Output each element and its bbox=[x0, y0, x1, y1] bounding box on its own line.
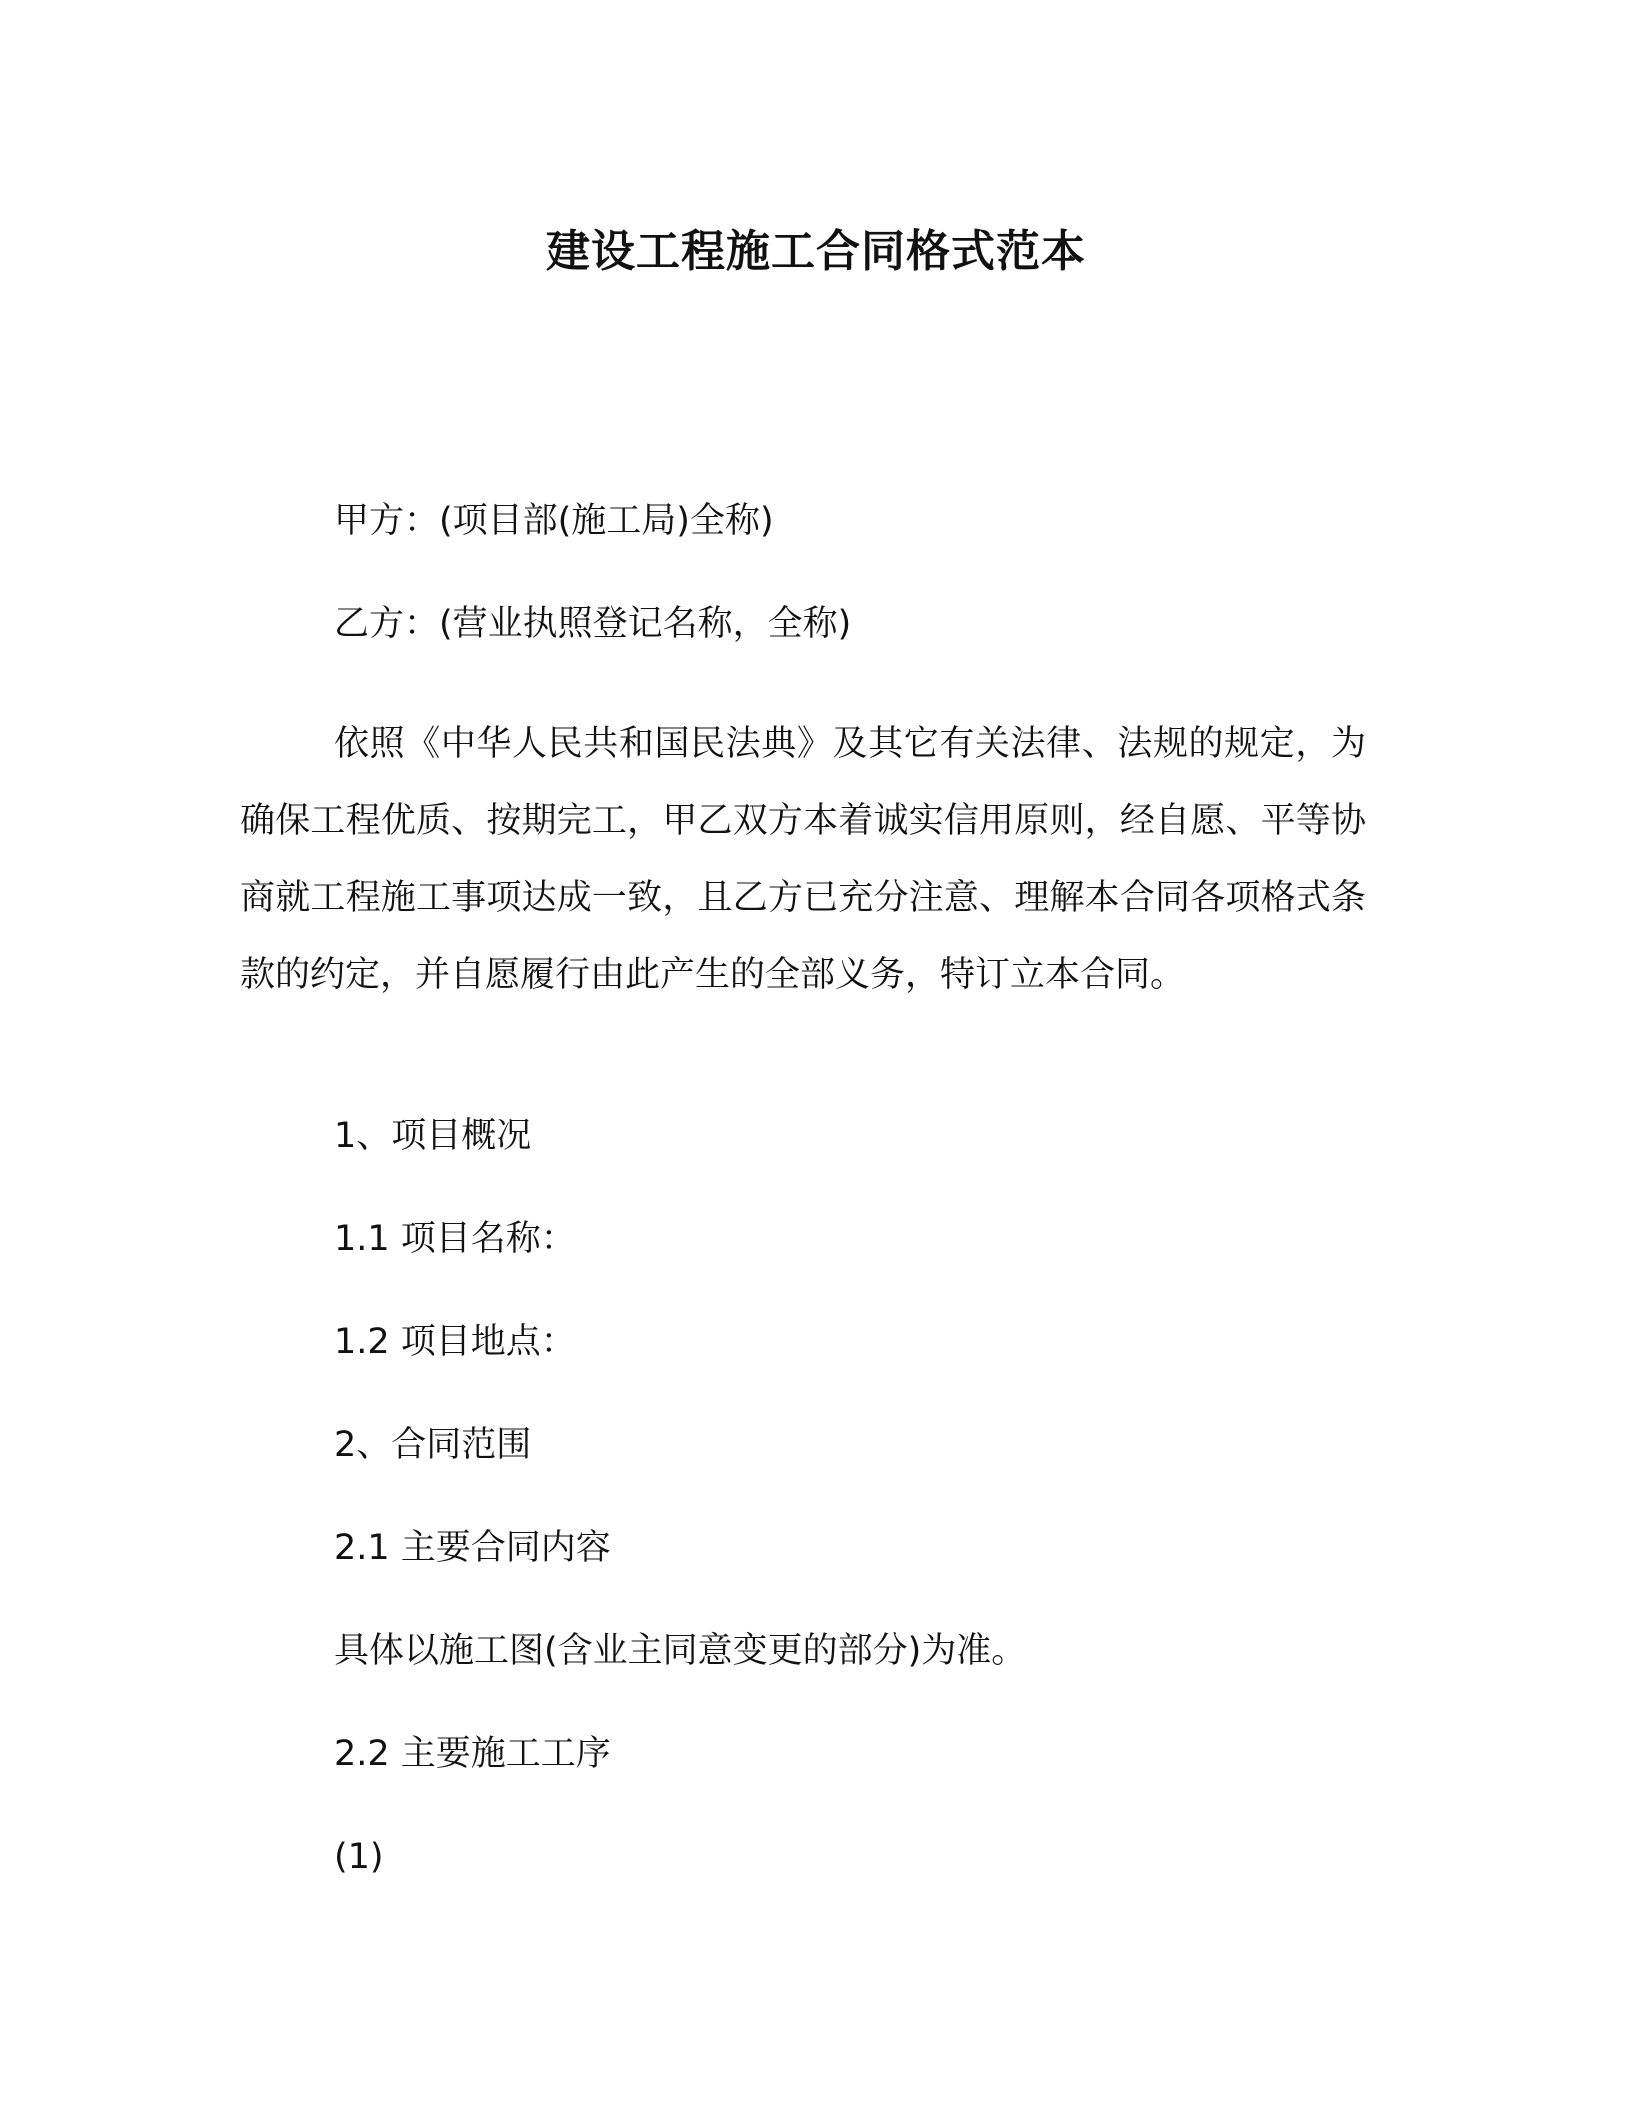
list-item-1: (1) bbox=[334, 1837, 384, 1877]
section-item-2-1: 2.1 主要合同内容 bbox=[334, 1528, 611, 1568]
document-title: 建设工程施工合同格式范本 bbox=[546, 226, 1086, 277]
section-heading-1: 1、项目概况 bbox=[334, 1116, 532, 1156]
section-item-1-2: 1.2 项目地点： bbox=[334, 1322, 576, 1362]
party-a-line: 甲方：(项目部(施工局)全称) bbox=[334, 501, 774, 541]
party-b-line: 乙方：(营业执照登记名称，全称) bbox=[334, 604, 852, 644]
section-heading-2: 2、合同范围 bbox=[334, 1425, 532, 1465]
section-item-2-1-body: 具体以施工图(含业主同意变更的部分)为准。 bbox=[334, 1631, 1027, 1671]
preamble-paragraph: 依照《中华人民共和国民法典》及其它有关法律、法规的规定，为确保工程优质、按期完工，甲乙双方本着诚实信用原则，经自愿、平等协商就工程施工事项达成一致，且乙方已充分注意、理解本合同各项格式条款的约定，并自愿履行由此产生的全部义务，特订立本合同。 bbox=[240, 724, 1366, 995]
section-item-2-2: 2.2 主要施工工序 bbox=[334, 1734, 611, 1774]
section-item-1-1: 1.1 项目名称： bbox=[334, 1219, 576, 1259]
